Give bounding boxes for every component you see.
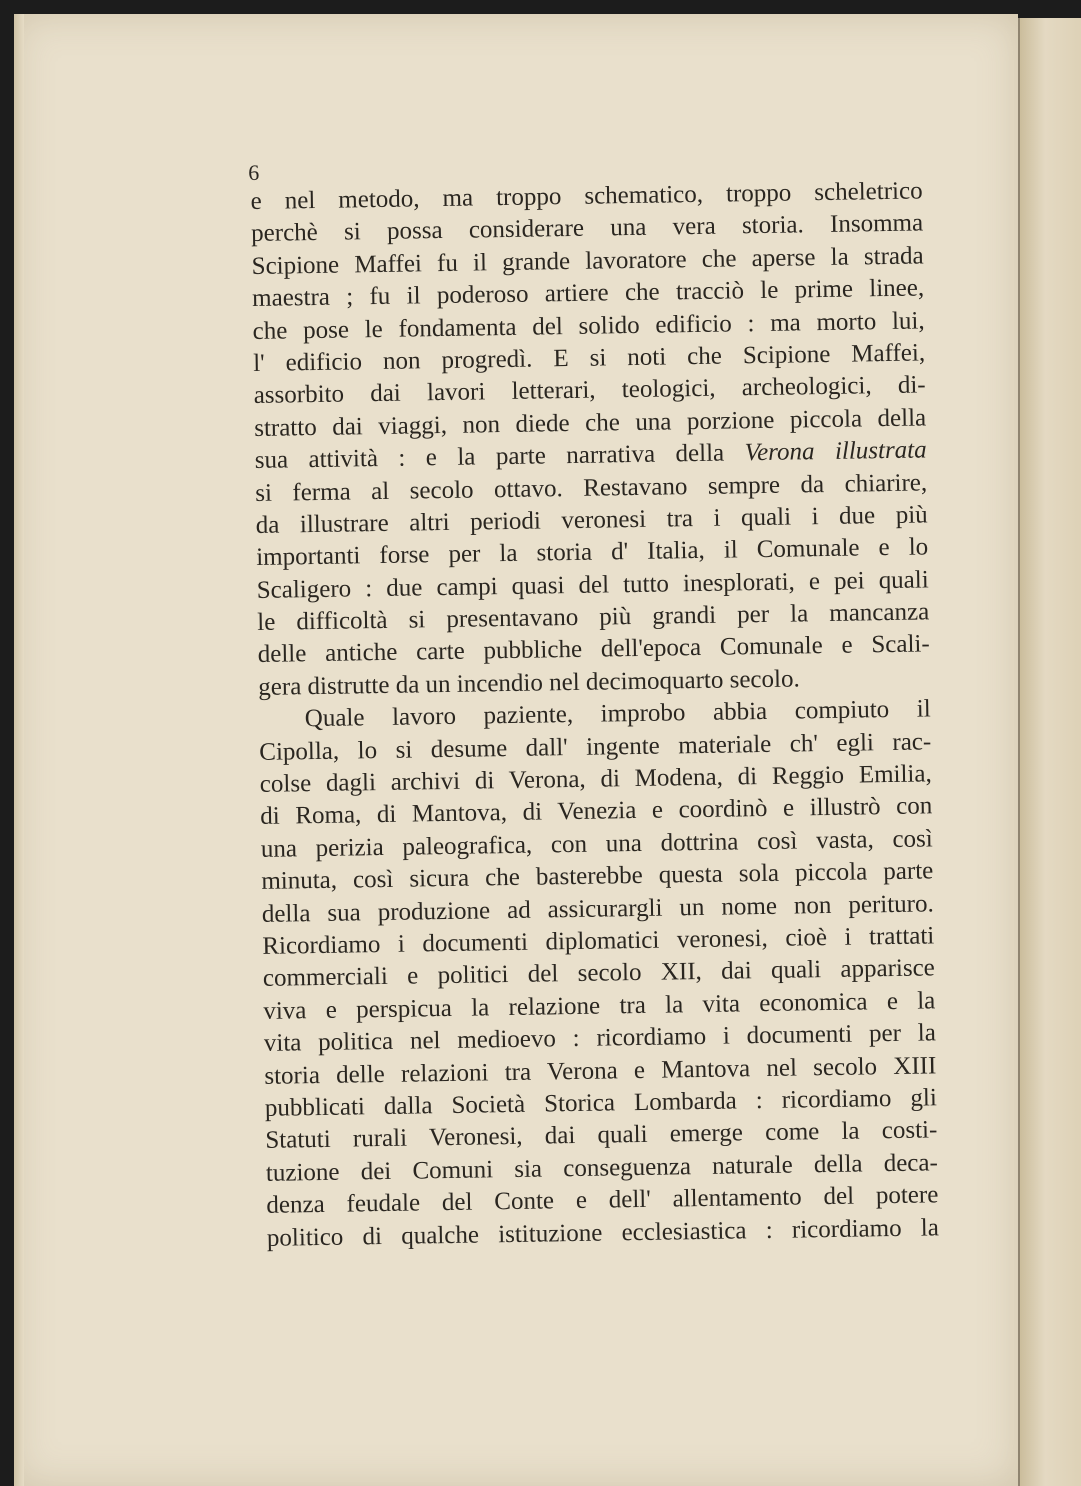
text-line: stratto dai viaggi, non diede che una porzione piccola della (254, 404, 927, 442)
text-line: perchè si possa considerare una vera storia. Insomma (250, 209, 924, 248)
text-line: Scipione Maffei fu il grande lavoratore che aperse la strada (251, 242, 924, 280)
text-line: che pose le fondamenta del solido edificio : ma morto lui, (252, 306, 925, 345)
text-line: l' edificio non progredì. E si noti che Scipione Maffei, (252, 339, 926, 377)
text-line: da illustrare altri periodi veronesi tra i quali i due più (255, 501, 928, 539)
text-line: denza feudale del Conte e dell' allentamento del potere (266, 1181, 939, 1219)
text-line: vita politica nel medioevo : ricordiamo i documenti per la (263, 1019, 937, 1058)
paragraph-2 (259, 694, 940, 1255)
text-line: una perizia paleografica, con una dottrina così vasta, così (260, 825, 933, 863)
text-line: Statuti rurali Veronesi, dai quali emerge come la costi- (265, 1116, 938, 1155)
text-line: delle antiche carte pubbliche dell'epoca Comunale e Scali- (257, 630, 930, 669)
next-page-edge (1018, 18, 1081, 1486)
text-line: assorbito dai lavori letterari, teologici, archeologici, di- (253, 371, 926, 410)
text-line-indented: Quale lavoro paziente, improbo abbia compiuto il (304, 695, 931, 733)
text-line-last: gera distrutte da un incendio nel decimoquarto secolo. (258, 665, 800, 701)
paragraph-1 (250, 175, 930, 704)
text-segment: sua attività : e la parte narrativa della (254, 439, 745, 475)
text-line: storia delle relazioni tra Verona e Mantova nel secolo XIII (264, 1051, 937, 1090)
text-line: importanti forse per la storia d' Italia, il Comunale e lo (256, 533, 929, 572)
page-text (250, 149, 939, 1254)
text-line: tuzione dei Comuni sia conseguenza naturale della deca- (265, 1149, 939, 1187)
text-line: viva e perspicua la relazione tra la vita economica e la (263, 987, 936, 1025)
text-line: colse dagli archivi di Verona, di Modena, di Reggio Emilia, (259, 760, 932, 798)
text-line: pubblicati dalla Società Storica Lombarda : ricordiamo gli (264, 1084, 938, 1122)
text-line: le difficoltà si presentavano più grandi per la mancanza (257, 598, 930, 637)
text-line: Ricordiamo i documenti diplomatici veronesi, cioè i trattati (262, 922, 935, 960)
page-left-edge (14, 14, 24, 1486)
text-line: si ferma al secolo ottavo. Restavano sempre da chiarire, (255, 468, 928, 507)
text-line: Scaligero : due campi quasi del tutto inesplorati, e pei quali (256, 566, 929, 604)
text-line: commerciali e politici del secolo XII, dai quali apparisce (262, 954, 935, 993)
text-line: maestra ; fu il poderoso artiere che tracciò le prime linee, (251, 274, 925, 313)
text-line: di Roma, di Mantova, di Venezia e coordinò e illustrò con (260, 792, 933, 831)
text-line: e nel metodo, ma troppo schematico, troppo scheletrico (250, 177, 923, 215)
text-line: minuta, così sicura che basterebbe questa sola piccola parte (261, 857, 934, 896)
text-line: della sua produzione ad assicurargli un nome non perituro. (261, 889, 934, 928)
text-line: politico di qualche istituzione ecclesiastica : ricordiamo la (266, 1213, 940, 1252)
book-title-italic: Verona illustrata (744, 436, 927, 467)
page-number: 6 (248, 159, 260, 186)
text-line: Cipolla, lo si desume dall' ingente materiale ch' egli rac- (259, 728, 932, 766)
